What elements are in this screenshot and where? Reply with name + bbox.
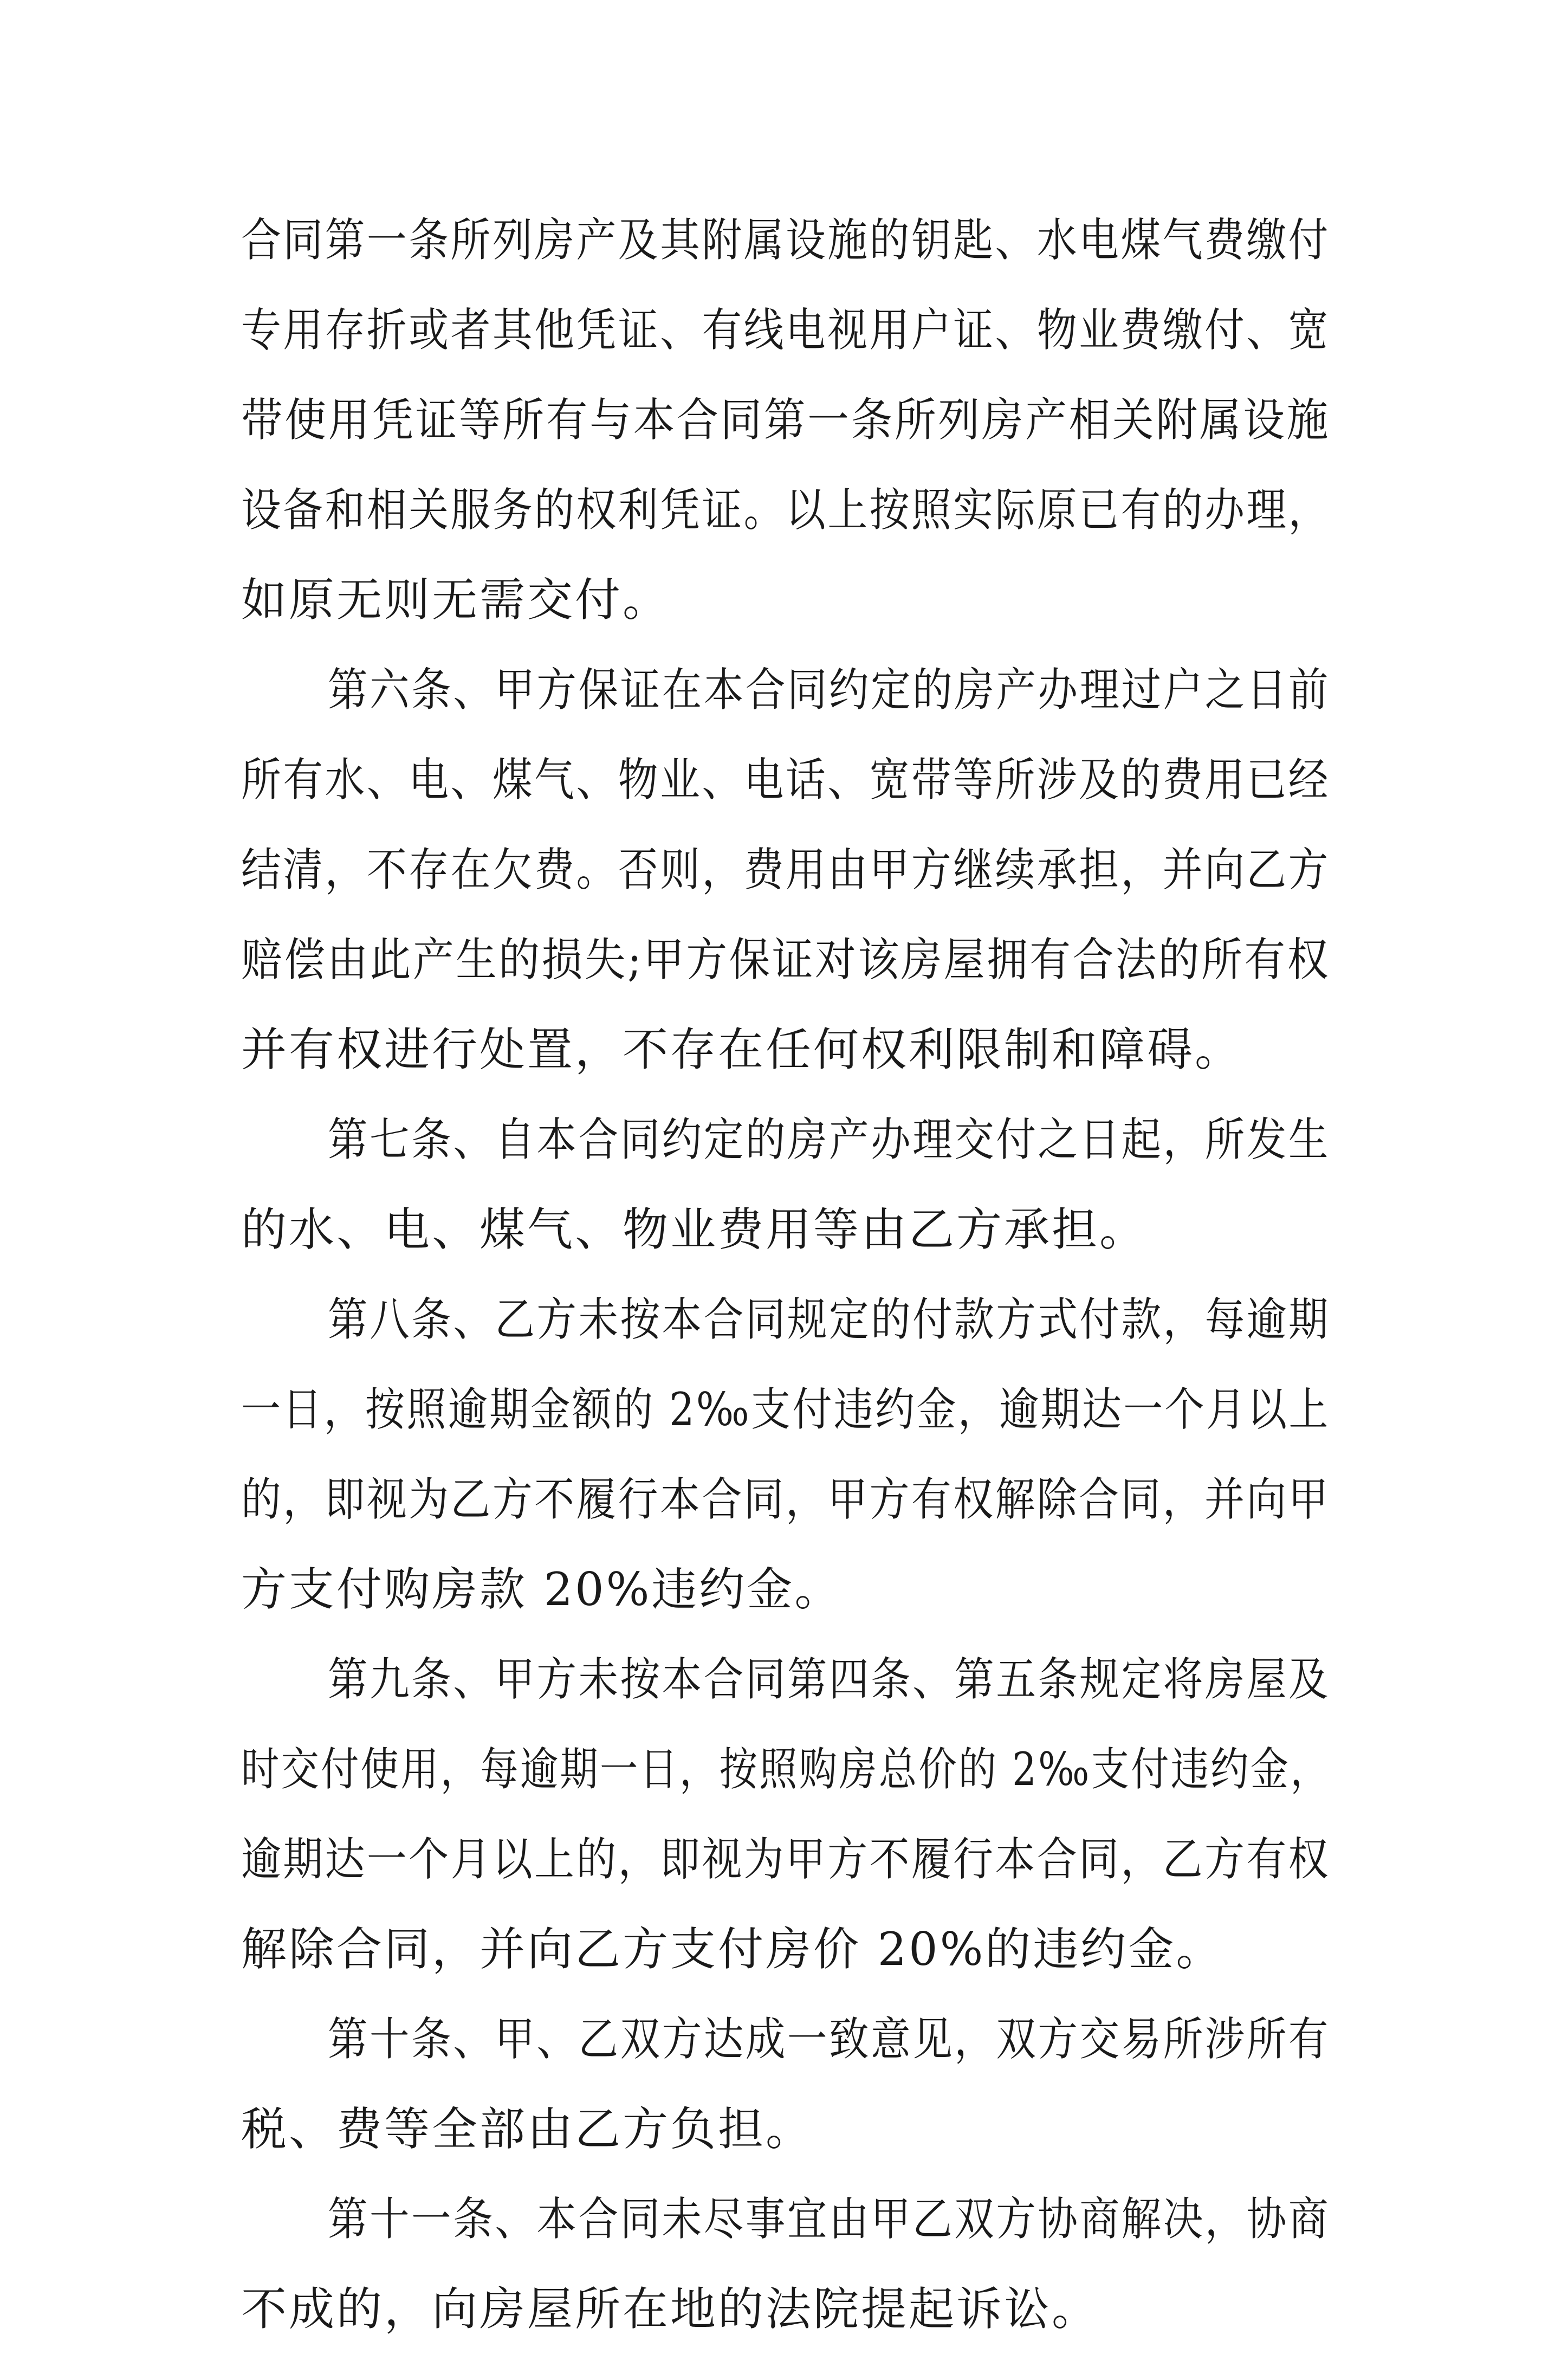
text-line: 第七条、自本合同约定的房产办理交付之日起，所发生: [328, 1113, 1330, 1166]
text-line: 结清，不存在欠费。否则，费用由甲方继续承担，并向乙方: [241, 843, 1330, 896]
text-line: 第十条、甲、乙双方达成一致意见，双方交易所涉所有: [328, 2013, 1330, 2066]
text-line: 第十一条、本合同未尽事宜由甲乙双方协商解决，协商: [328, 2193, 1330, 2246]
text-line: 所有水、电、煤气、物业、电话、宽带等所涉及的费用已经: [241, 753, 1330, 806]
text-line: 并有权进行处置，不存在任何权利限制和障碍。: [241, 1023, 1243, 1076]
text-line: 带使用凭证等所有与本合同第一条所列房产相关附属设施: [241, 393, 1330, 447]
text-line: 如原无则无需交付。: [241, 573, 671, 626]
text-line: 第六条、甲方保证在本合同约定的房产办理过户之日前: [328, 663, 1330, 716]
text-line: 赔偿由此产生的损失;甲方保证对该房屋拥有合法的所有权: [241, 933, 1330, 986]
text-line: 税、费等全部由乙方负担。: [241, 2103, 814, 2156]
text-line: 一日，按照逾期金额的 2‰支付违约金，逾期达一个月以上: [241, 1383, 1330, 1436]
text-line: 设备和相关服务的权利凭证。以上按照实际原已有的办理，: [241, 483, 1330, 536]
text-line: 不成的，向房屋所在地的法院提起诉讼。: [241, 2282, 1100, 2336]
text-line: 逾期达一个月以上的，即视为甲方不履行本合同，乙方有权: [241, 1833, 1330, 1886]
text-line: 专用存折或者其他凭证、有线电视用户证、物业费缴付、宽: [241, 303, 1330, 357]
text-line: 的，即视为乙方不履行本合同，甲方有权解除合同，并向甲: [241, 1473, 1330, 1526]
text-line: 时交付使用，每逾期一日，按照购房总价的 2‰支付违约金，: [241, 1743, 1330, 1796]
text-line: 第九条、甲方未按本合同第四条、第五条规定将房屋及: [328, 1653, 1330, 1706]
text-line: 的水、电、煤气、物业费用等由乙方承担。: [241, 1203, 1148, 1256]
text-line: 合同第一条所列房产及其附属设施的钥匙、水电煤气费缴付: [241, 214, 1330, 267]
text-line: 第八条、乙方未按本合同规定的付款方式付款，每逾期: [328, 1293, 1330, 1346]
contract-body-text: [241, 195, 1330, 2354]
text-line: 方支付购房款 20%违约金。: [241, 1563, 843, 1616]
text-line: 解除合同，并向乙方支付房价 20%的违约金。: [241, 1923, 1224, 1976]
